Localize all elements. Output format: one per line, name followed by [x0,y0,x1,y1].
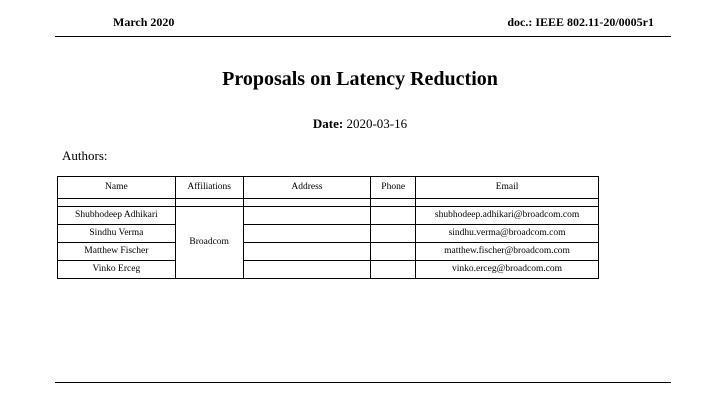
author-name: Matthew Fischer [58,243,176,261]
authors-table [57,176,599,279]
column-header-phone: Phone [371,177,416,199]
author-affiliation: Broadcom [175,207,243,279]
author-name: Shubhodeep Adhikari [58,207,176,225]
author-phone [371,225,416,243]
table-row [58,261,599,279]
date-value: 2020-03-16 [346,116,408,131]
header-doc-id: doc.: IEEE 802.11-20/0005r1 [507,15,654,29]
column-header-address: Address [243,177,371,199]
author-email: matthew.fischer@broadcom.com [416,243,599,261]
table-row [58,225,599,243]
document-title: Proposals on Latency Reduction [222,68,498,90]
author-phone [371,243,416,261]
table-row [58,243,599,261]
column-header-affiliations: Affiliations [175,177,243,199]
table-row [58,207,599,225]
author-phone [371,261,416,279]
author-address [243,261,371,279]
table-header-row [58,177,599,199]
date-label: Date: [312,116,344,131]
footer-rule [55,382,671,383]
author-address [243,207,371,225]
authors-label: Authors: [62,148,108,163]
author-address [243,243,371,261]
author-name: Sindhu Verma [58,225,176,243]
header-date: March 2020 [113,15,175,29]
date-line [0,116,720,132]
author-email: sindhu.verma@broadcom.com [416,225,599,243]
header-rule [55,36,671,37]
author-address [243,225,371,243]
author-email: vinko.erceg@broadcom.com [416,261,599,279]
column-header-name: Name [58,177,176,199]
column-header-email: Email [416,177,599,199]
table-spacer-row [58,199,599,207]
author-email: shubhodeep.adhikari@broadcom.com [416,207,599,225]
author-name: Vinko Erceg [58,261,176,279]
author-phone [371,207,416,225]
